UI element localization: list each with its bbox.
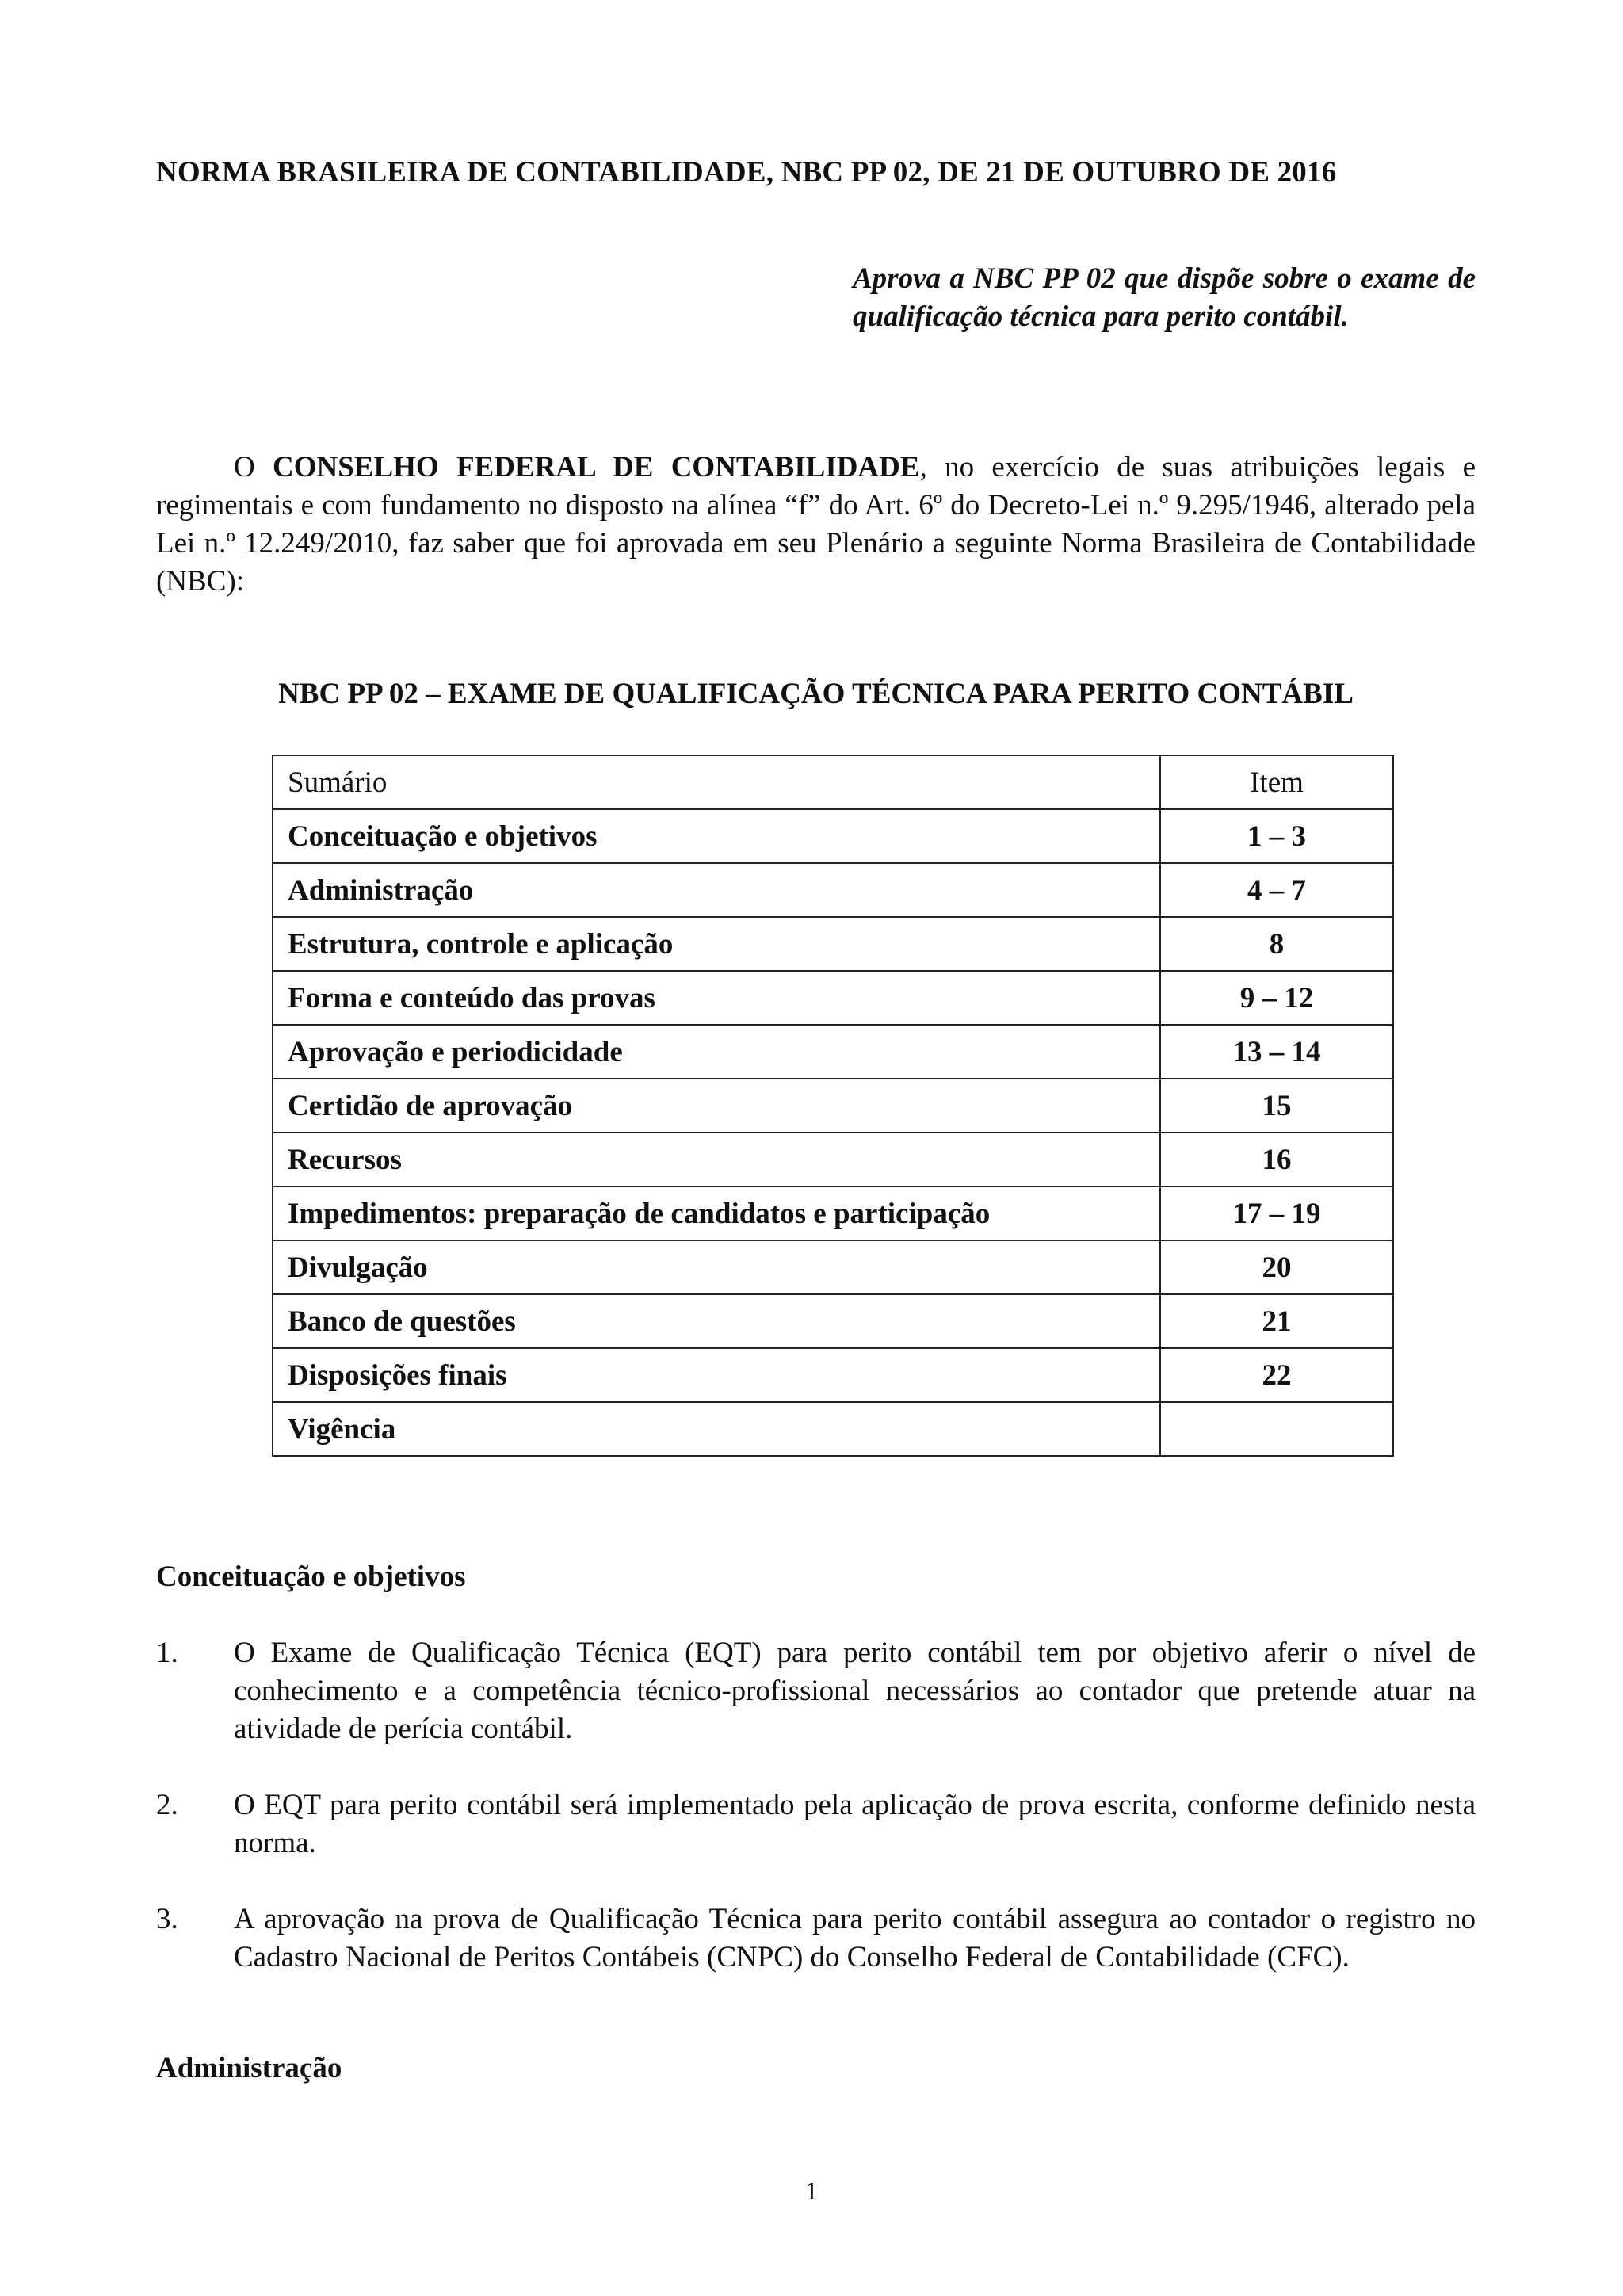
summary-row-label: Banco de questões bbox=[273, 1294, 1160, 1348]
summary-row-item: 17 – 19 bbox=[1160, 1186, 1393, 1240]
summary-row-item: 20 bbox=[1160, 1240, 1393, 1294]
paragraph-text: O Exame de Qualificação Técnica (EQT) para perito contábil tem por objetivo aferir o nível de conhecimento e a competência técnico-profissional necessários ao contador que pretende atuar na atividade de perícia contábil. bbox=[234, 1637, 1476, 1745]
summary-row-item: 1 – 3 bbox=[1160, 809, 1393, 863]
summary-row-label: Vigência bbox=[273, 1402, 1160, 1456]
summary-row bbox=[273, 1025, 1393, 1079]
summary-row-item: 4 – 7 bbox=[1160, 863, 1393, 917]
summary-row-item: 13 – 14 bbox=[1160, 1025, 1393, 1079]
summary-row bbox=[273, 1186, 1393, 1240]
summary-row-item: 15 bbox=[1160, 1079, 1393, 1133]
document-title: NORMA BRASILEIRA DE CONTABILIDADE, NBC PP 02, DE 21 DE OUTUBRO DE 2016 bbox=[156, 156, 1337, 189]
summary-row-label: Disposições finais bbox=[273, 1348, 1160, 1402]
summary-header-label: Sumário bbox=[273, 755, 1160, 809]
summary-row-label: Impedimentos: preparação de candidatos e participação bbox=[273, 1186, 1160, 1240]
summary-row-item bbox=[1160, 1402, 1393, 1456]
paragraph-text: O EQT para perito contábil será implementado pela aplicação de prova escrita, conforme definido nesta norma. bbox=[234, 1789, 1476, 1859]
paragraph-number: 3. bbox=[156, 1903, 178, 1935]
numbered-paragraph bbox=[156, 1786, 1476, 1862]
summary-row bbox=[273, 1402, 1393, 1456]
intro-paragraph bbox=[156, 449, 1476, 601]
summary-row bbox=[273, 1294, 1393, 1348]
summary-row bbox=[273, 809, 1393, 863]
summary-table bbox=[272, 755, 1394, 1457]
summary-row-item: 8 bbox=[1160, 917, 1393, 971]
page-number: 1 bbox=[805, 2176, 818, 2205]
intro-lead: O bbox=[234, 451, 273, 483]
summary-row bbox=[273, 1133, 1393, 1186]
summary-row bbox=[273, 971, 1393, 1025]
summary-row-label: Forma e conteúdo das provas bbox=[273, 971, 1160, 1025]
intro-council-name: CONSELHO FEDERAL DE CONTABILIDADE bbox=[273, 451, 920, 483]
summary-row-label: Conceituação e objetivos bbox=[273, 809, 1160, 863]
summary-row-label: Estrutura, controle e aplicação bbox=[273, 917, 1160, 971]
summary-header-item: Item bbox=[1160, 755, 1393, 809]
summary-row bbox=[273, 917, 1393, 971]
section-heading-conceituacao: Conceituação e objetivos bbox=[156, 1561, 466, 1593]
paragraph-text: A aprovação na prova de Qualificação Técnica para perito contábil assegura ao contador o registro no Cadastro Nacional de Peritos Contábeis (CNPC) do Conselho Federal de Contabilidade (CFC). bbox=[234, 1903, 1476, 1973]
paragraph-number: 2. bbox=[156, 1789, 178, 1821]
paragraph-number: 1. bbox=[156, 1637, 178, 1669]
summary-row-label: Recursos bbox=[273, 1133, 1160, 1186]
summary-row bbox=[273, 1240, 1393, 1294]
summary-row-label: Administração bbox=[273, 863, 1160, 917]
numbered-paragraph bbox=[156, 1634, 1476, 1748]
summary-row-item: 21 bbox=[1160, 1294, 1393, 1348]
section-heading-administracao: Administração bbox=[156, 2052, 342, 2084]
document-ementa: Aprova a NBC PP 02 que dispõe sobre o exame de qualificação técnica para perito contábil. bbox=[853, 262, 1476, 333]
summary-row-label: Aprovação e periodicidade bbox=[273, 1025, 1160, 1079]
summary-row bbox=[273, 1348, 1393, 1402]
summary-row bbox=[273, 1079, 1393, 1133]
summary-row-item: 22 bbox=[1160, 1348, 1393, 1402]
summary-header-row bbox=[273, 755, 1393, 809]
summary-row-label: Divulgação bbox=[273, 1240, 1160, 1294]
intro-rest: , no exercício de suas atribuições legais e regimentais e com fundamento no disposto na alínea “f” do Art. 6º do Decreto-Lei n.º 9.295/1946, alterado pela Lei n.º 12.249/2010, faz saber que foi aprovada em seu Plenário a seguinte Norma Brasileira de Contabilidade (NBC): bbox=[156, 451, 1476, 598]
section-title: NBC PP 02 – EXAME DE QUALIFICAÇÃO TÉCNICA PARA PERITO CONTÁBIL bbox=[278, 678, 1354, 710]
summary-row-item: 16 bbox=[1160, 1133, 1393, 1186]
summary-row bbox=[273, 863, 1393, 917]
summary-row-item: 9 – 12 bbox=[1160, 971, 1393, 1025]
numbered-paragraph bbox=[156, 1901, 1476, 1977]
summary-row-label: Certidão de aprovação bbox=[273, 1079, 1160, 1133]
